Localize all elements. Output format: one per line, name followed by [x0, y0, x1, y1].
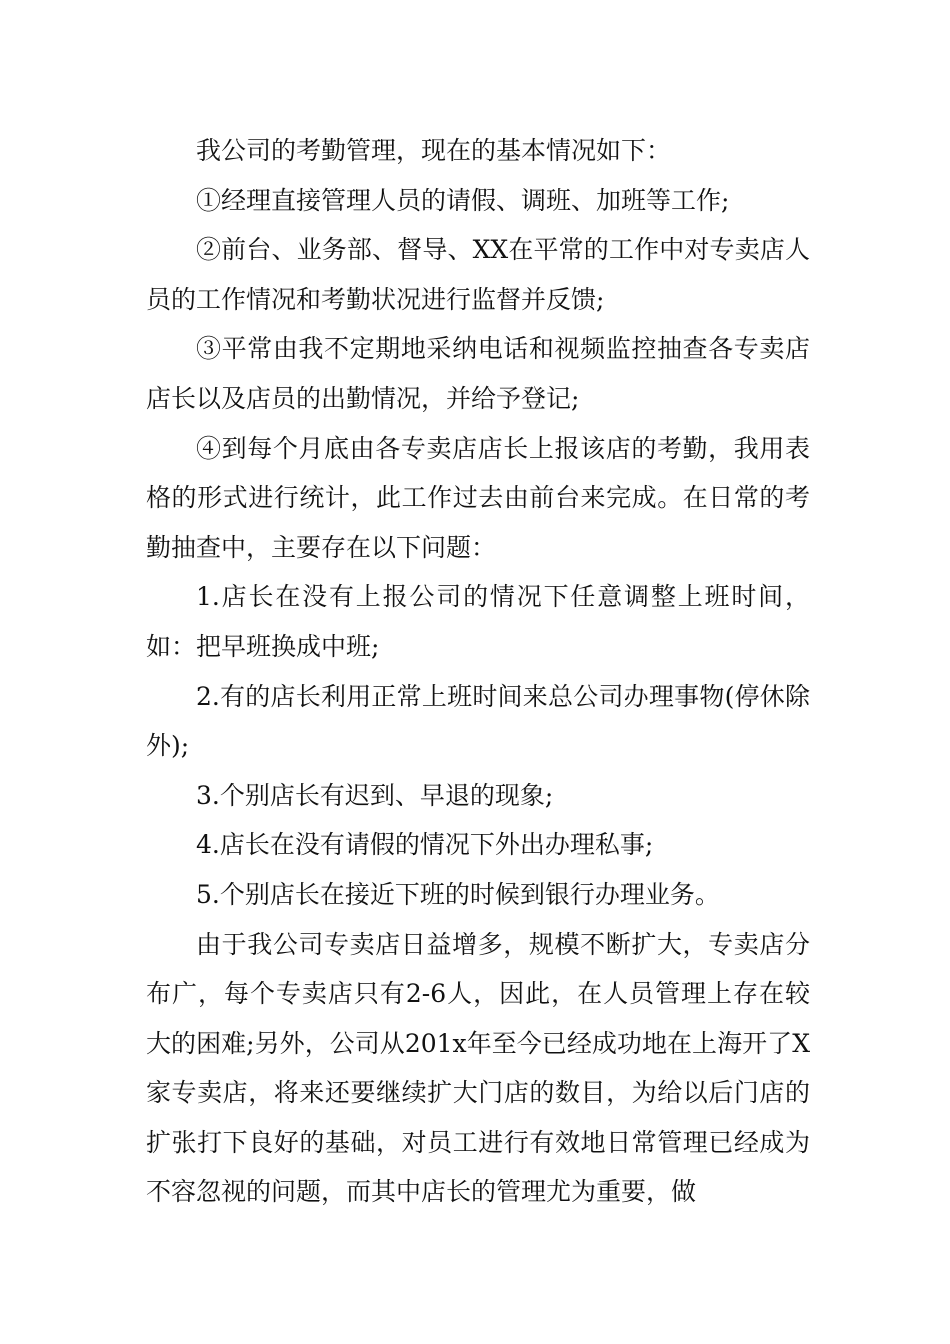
paragraph-problem-4: 4.店长在没有请假的情况下外出办理私事; — [196, 830, 654, 860]
paragraph-problem-2: 2.有的店长利用正常上班时间来总公司办理事物(停休除外); — [146, 681, 810, 761]
paragraph-problem-5: 5.个别店长在接近下班的时候到银行办理业务。 — [196, 879, 720, 909]
paragraph-growth-context: 由于我公司专卖店日益增多，规模不断扩大，专卖店分布广，每个专卖店只有2-6人，因此，在人员管理上存在较大的困难;另外，公司从201x年至今已经成功地在上海开了X家专卖店，将来还要继续扩大门店的数目，为给以后门店的扩张打下良好的基础，对员工进行有效地日常管理已经成为不容忽视的问题，而其中店长的管理尤为重要，做 — [146, 929, 810, 1207]
paragraph-item-2: ②前台、业务部、督导、XX在平常的工作中对专卖店人员的工作情况和考勤状况进行监督并反馈; — [146, 235, 810, 314]
paragraph-attendance-intro: 我公司的考勤管理，现在的基本情况如下： — [196, 136, 672, 165]
document-body — [146, 126, 810, 1217]
paragraph-problem-3: 3.个别店长有迟到、早退的现象; — [196, 780, 554, 810]
paragraph-item-1: ①经理直接管理人员的请假、调班、加班等工作; — [196, 185, 730, 215]
paragraph-item-4: ④到每个月底由各专卖店店长上报该店的考勤，我用表格的形式进行统计，此工作过去由前台来完成。在日常的考勤抽查中，主要存在以下问题： — [146, 433, 810, 562]
paragraph-item-3: ③平常由我不定期地采纳电话和视频监控抽查各专卖店店长以及店员的出勤情况，并给予登记; — [146, 334, 810, 413]
paragraph-problem-1: 1.店长在没有上报公司的情况下任意调整上班时间，如：把早班换成中班; — [146, 582, 810, 661]
